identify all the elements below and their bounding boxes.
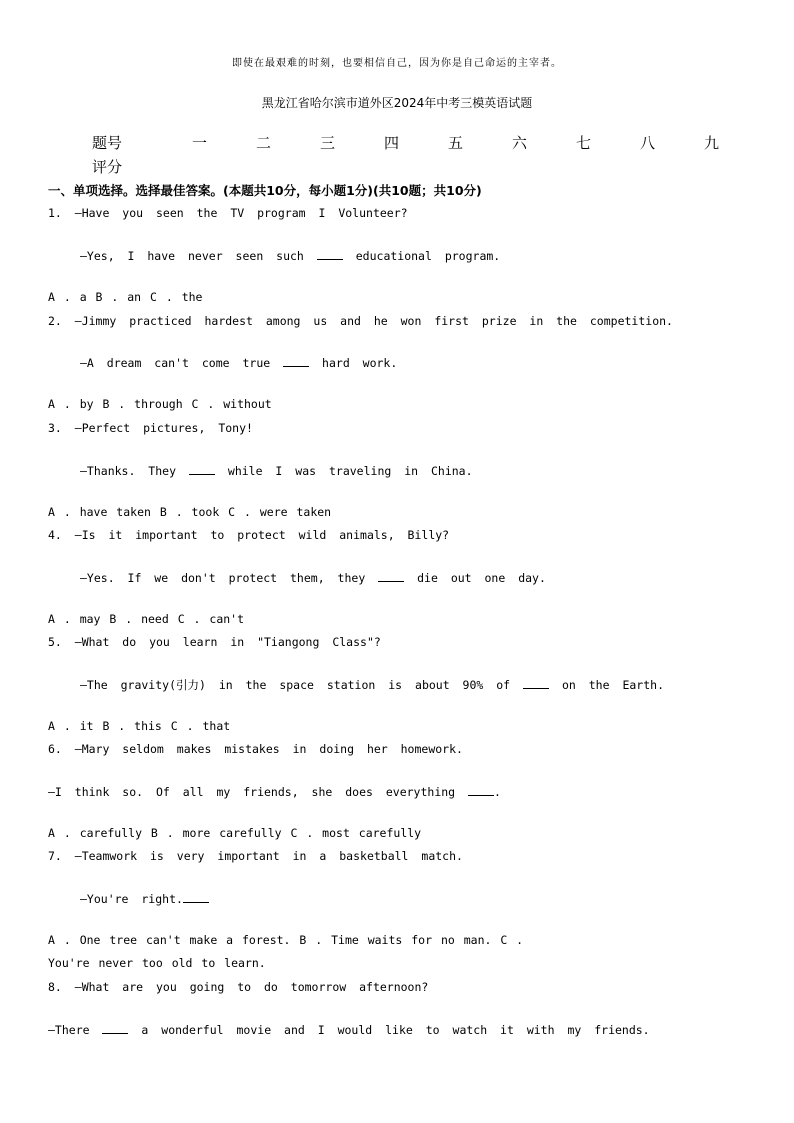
answer-options: A . may B . need C . can't: [48, 612, 245, 626]
score-table-row-label: 题号: [92, 134, 123, 152]
answer-prompt: [80, 463, 473, 478]
page-title: 黑龙江省哈尔滨市道外区2024年中考三模英语试题: [261, 96, 533, 110]
score-table-row-label: 评分: [92, 158, 123, 176]
answer-blank: [183, 891, 209, 903]
score-table-column: 二: [256, 134, 272, 152]
answer-prompt-after: hard work.: [322, 356, 398, 370]
answer-prompt: [48, 784, 501, 799]
answer-prompt-before: —A dream can't come true: [80, 356, 271, 370]
score-table-column: 七: [576, 134, 592, 152]
answer-options: A . it B . this C . that: [48, 719, 231, 733]
answer-options: A . One tree can't make a forest. B . Time waits for no man. C .: [48, 933, 524, 947]
answer-prompt-after: on the Earth.: [561, 678, 664, 692]
question-text: 2. —Jimmy practiced hardest among us and he won first prize in the competition.: [48, 314, 673, 328]
answer-prompt-before: —Yes, I have never seen such: [80, 249, 304, 263]
score-table-column: 三: [320, 134, 336, 152]
answer-prompt-before: —Yes. If we don't protect them, they: [80, 571, 366, 585]
score-table-column: 六: [512, 134, 528, 152]
answer-prompt: [80, 891, 209, 906]
question-text: 1. —Have you seen the TV program I Volunteer?: [48, 206, 408, 220]
score-table-column: 九: [704, 134, 720, 152]
answer-blank: [523, 677, 549, 689]
answer-blank: [317, 248, 343, 260]
answer-prompt: [80, 677, 664, 693]
question-text: 4. —Is it important to protect wild animals, Billy?: [48, 528, 450, 542]
answer-prompt-after: a wonderful movie and I would like to watch it with my friends.: [141, 1023, 650, 1037]
score-table: [92, 132, 732, 178]
answer-prompt-before: —I think so. Of all my friends, she does everything: [48, 785, 456, 799]
motto-text: 即使在最艰难的时刻，也要相信自己，因为你是自己命运的主宰者。: [232, 58, 562, 69]
score-table-column: 五: [448, 134, 464, 152]
question-text: 7. —Teamwork is very important in a basketball match.: [48, 849, 463, 863]
question-text: 3. —Perfect pictures, Tony!: [48, 421, 253, 435]
answer-options: A . by B . through C . without: [48, 397, 272, 411]
answer-prompt-before: —You're right.: [80, 892, 183, 906]
answer-options-continued: You're never too old to learn.: [48, 956, 266, 970]
score-table-column: 四: [384, 134, 400, 152]
answer-blank: [283, 355, 309, 367]
answer-prompt-after: educational program.: [355, 249, 501, 263]
question-text: 6. —Mary seldom makes mistakes in doing her homework.: [48, 742, 463, 756]
answer-blank: [378, 570, 404, 582]
answer-prompt-before: —The gravity(引力) in the space station is about 90% of: [80, 678, 511, 692]
question-text: 5. —What do you learn in "Tiangong Class"?: [48, 635, 381, 649]
answer-blank: [468, 784, 494, 796]
answer-prompt-before: —There: [48, 1023, 90, 1037]
answer-prompt: [48, 1022, 650, 1037]
answer-prompt-after: while I was traveling in China.: [227, 464, 473, 478]
answer-prompt: [80, 355, 397, 370]
answer-blank: [102, 1022, 128, 1034]
answer-options: A . have taken B . took C . were taken: [48, 505, 332, 519]
answer-prompt-after: .: [494, 785, 501, 799]
answer-options: A . a B . an C . the: [48, 290, 203, 304]
answer-blank: [189, 463, 215, 475]
answer-prompt-before: —Thanks. They: [80, 464, 177, 478]
answer-prompt: [80, 248, 500, 263]
section-heading: 一、单项选择。选择最佳答案。(本题共10分，每小题1分)(共10题；共10分): [48, 183, 482, 198]
question-text: 8. —What are you going to do tomorrow afternoon?: [48, 980, 429, 994]
answer-prompt-after: die out one day.: [417, 571, 546, 585]
answer-options: A . carefully B . more carefully C . most carefully: [48, 826, 422, 840]
score-table-column: 一: [192, 134, 208, 152]
answer-prompt: [80, 570, 546, 585]
score-table-column: 八: [640, 134, 656, 152]
